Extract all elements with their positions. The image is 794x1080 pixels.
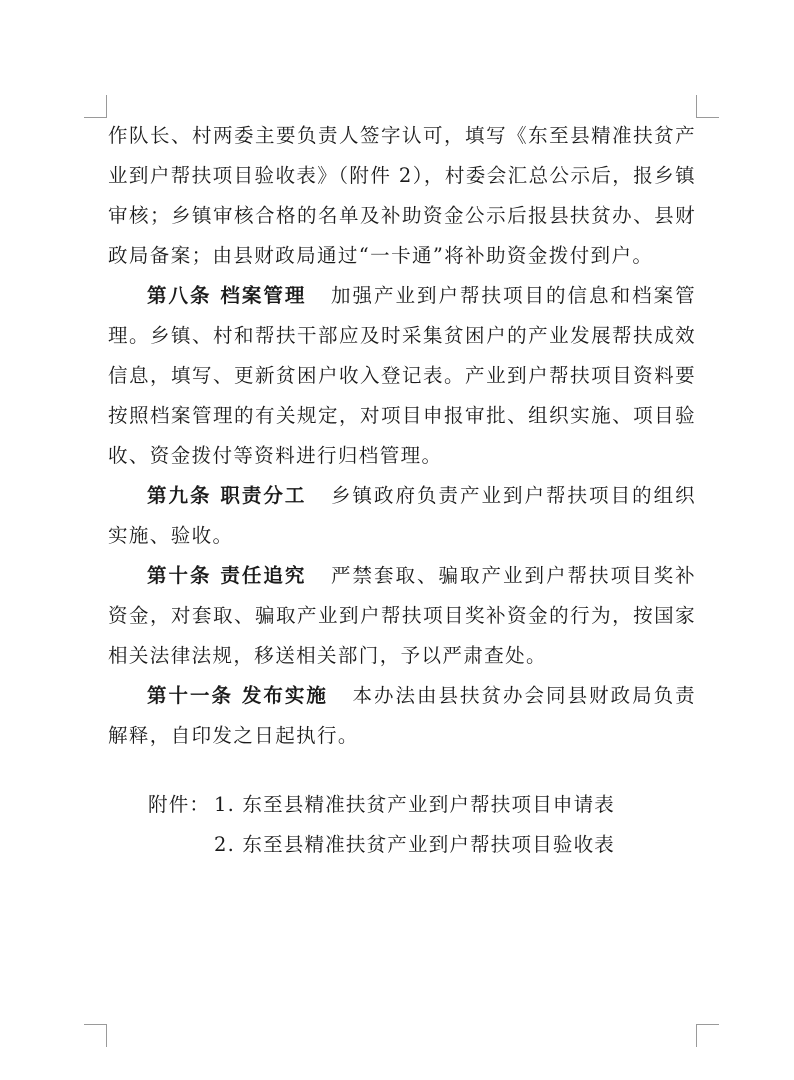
crop-mark-top-left [84,95,107,118]
article-body: 本办法由县扶贫办会同县财政局负责解释，自印发之日起执行。 [108,684,697,747]
attachment-title: 1. 东至县精准扶贫产业到户帮扶项目申请表 [214,793,616,816]
article-heading: 第十条 责任追究 [147,564,307,587]
article-body: 乡镇政府负责产业到户帮扶项目的组织实施、验收。 [108,484,696,547]
attachment-item [148,785,615,825]
article-body: 严禁套取、骗取产业到户帮扶项目奖补资金，对套取、骗取产业到户帮扶项目奖补资金的行为，按国家相关法律法规，移送相关部门，予以严肃查处。 [108,564,696,667]
attachment-title: 2. 东至县精准扶贫产业到户帮扶项目验收表 [214,833,616,856]
article-heading: 第九条 职责分工 [147,484,307,507]
article-11 [108,676,696,756]
article-8 [108,276,696,476]
document-body [108,116,696,756]
attachment-item [148,825,615,865]
crop-mark-bottom-right [696,1024,719,1047]
continuation-paragraph: 作队长、村两委主要负责人签字认可，填写《东至县精准扶贫产业到户帮扶项目验收表》（附件 2），村委会汇总公示后，报乡镇审核；乡镇审核合格的名单及补助资金公示后报县扶贫办、县财政局备案；由县财政局通过“一卡通”将补助资金拨付到户。 [108,124,696,267]
article-9 [108,476,696,556]
article-heading: 第八条 档案管理 [147,284,307,307]
article-body: 加强产业到户帮扶项目的信息和档案管理。乡镇、村和帮扶干部应及时采集贫困户的产业发展帮扶成效信息，填写、更新贫困户收入登记表。产业到户帮扶项目资料要按照档案管理的有关规定，对项目申报审批、组织实施、项目验收、资金拨付等资料进行归档管理。 [108,284,696,467]
crop-mark-top-right [696,95,719,118]
attachments-list [148,785,615,865]
article-heading: 第十一条 发布实施 [147,684,328,707]
article-10 [108,556,696,676]
attachments-label: 附件： [148,793,211,816]
crop-mark-bottom-left [84,1024,107,1047]
